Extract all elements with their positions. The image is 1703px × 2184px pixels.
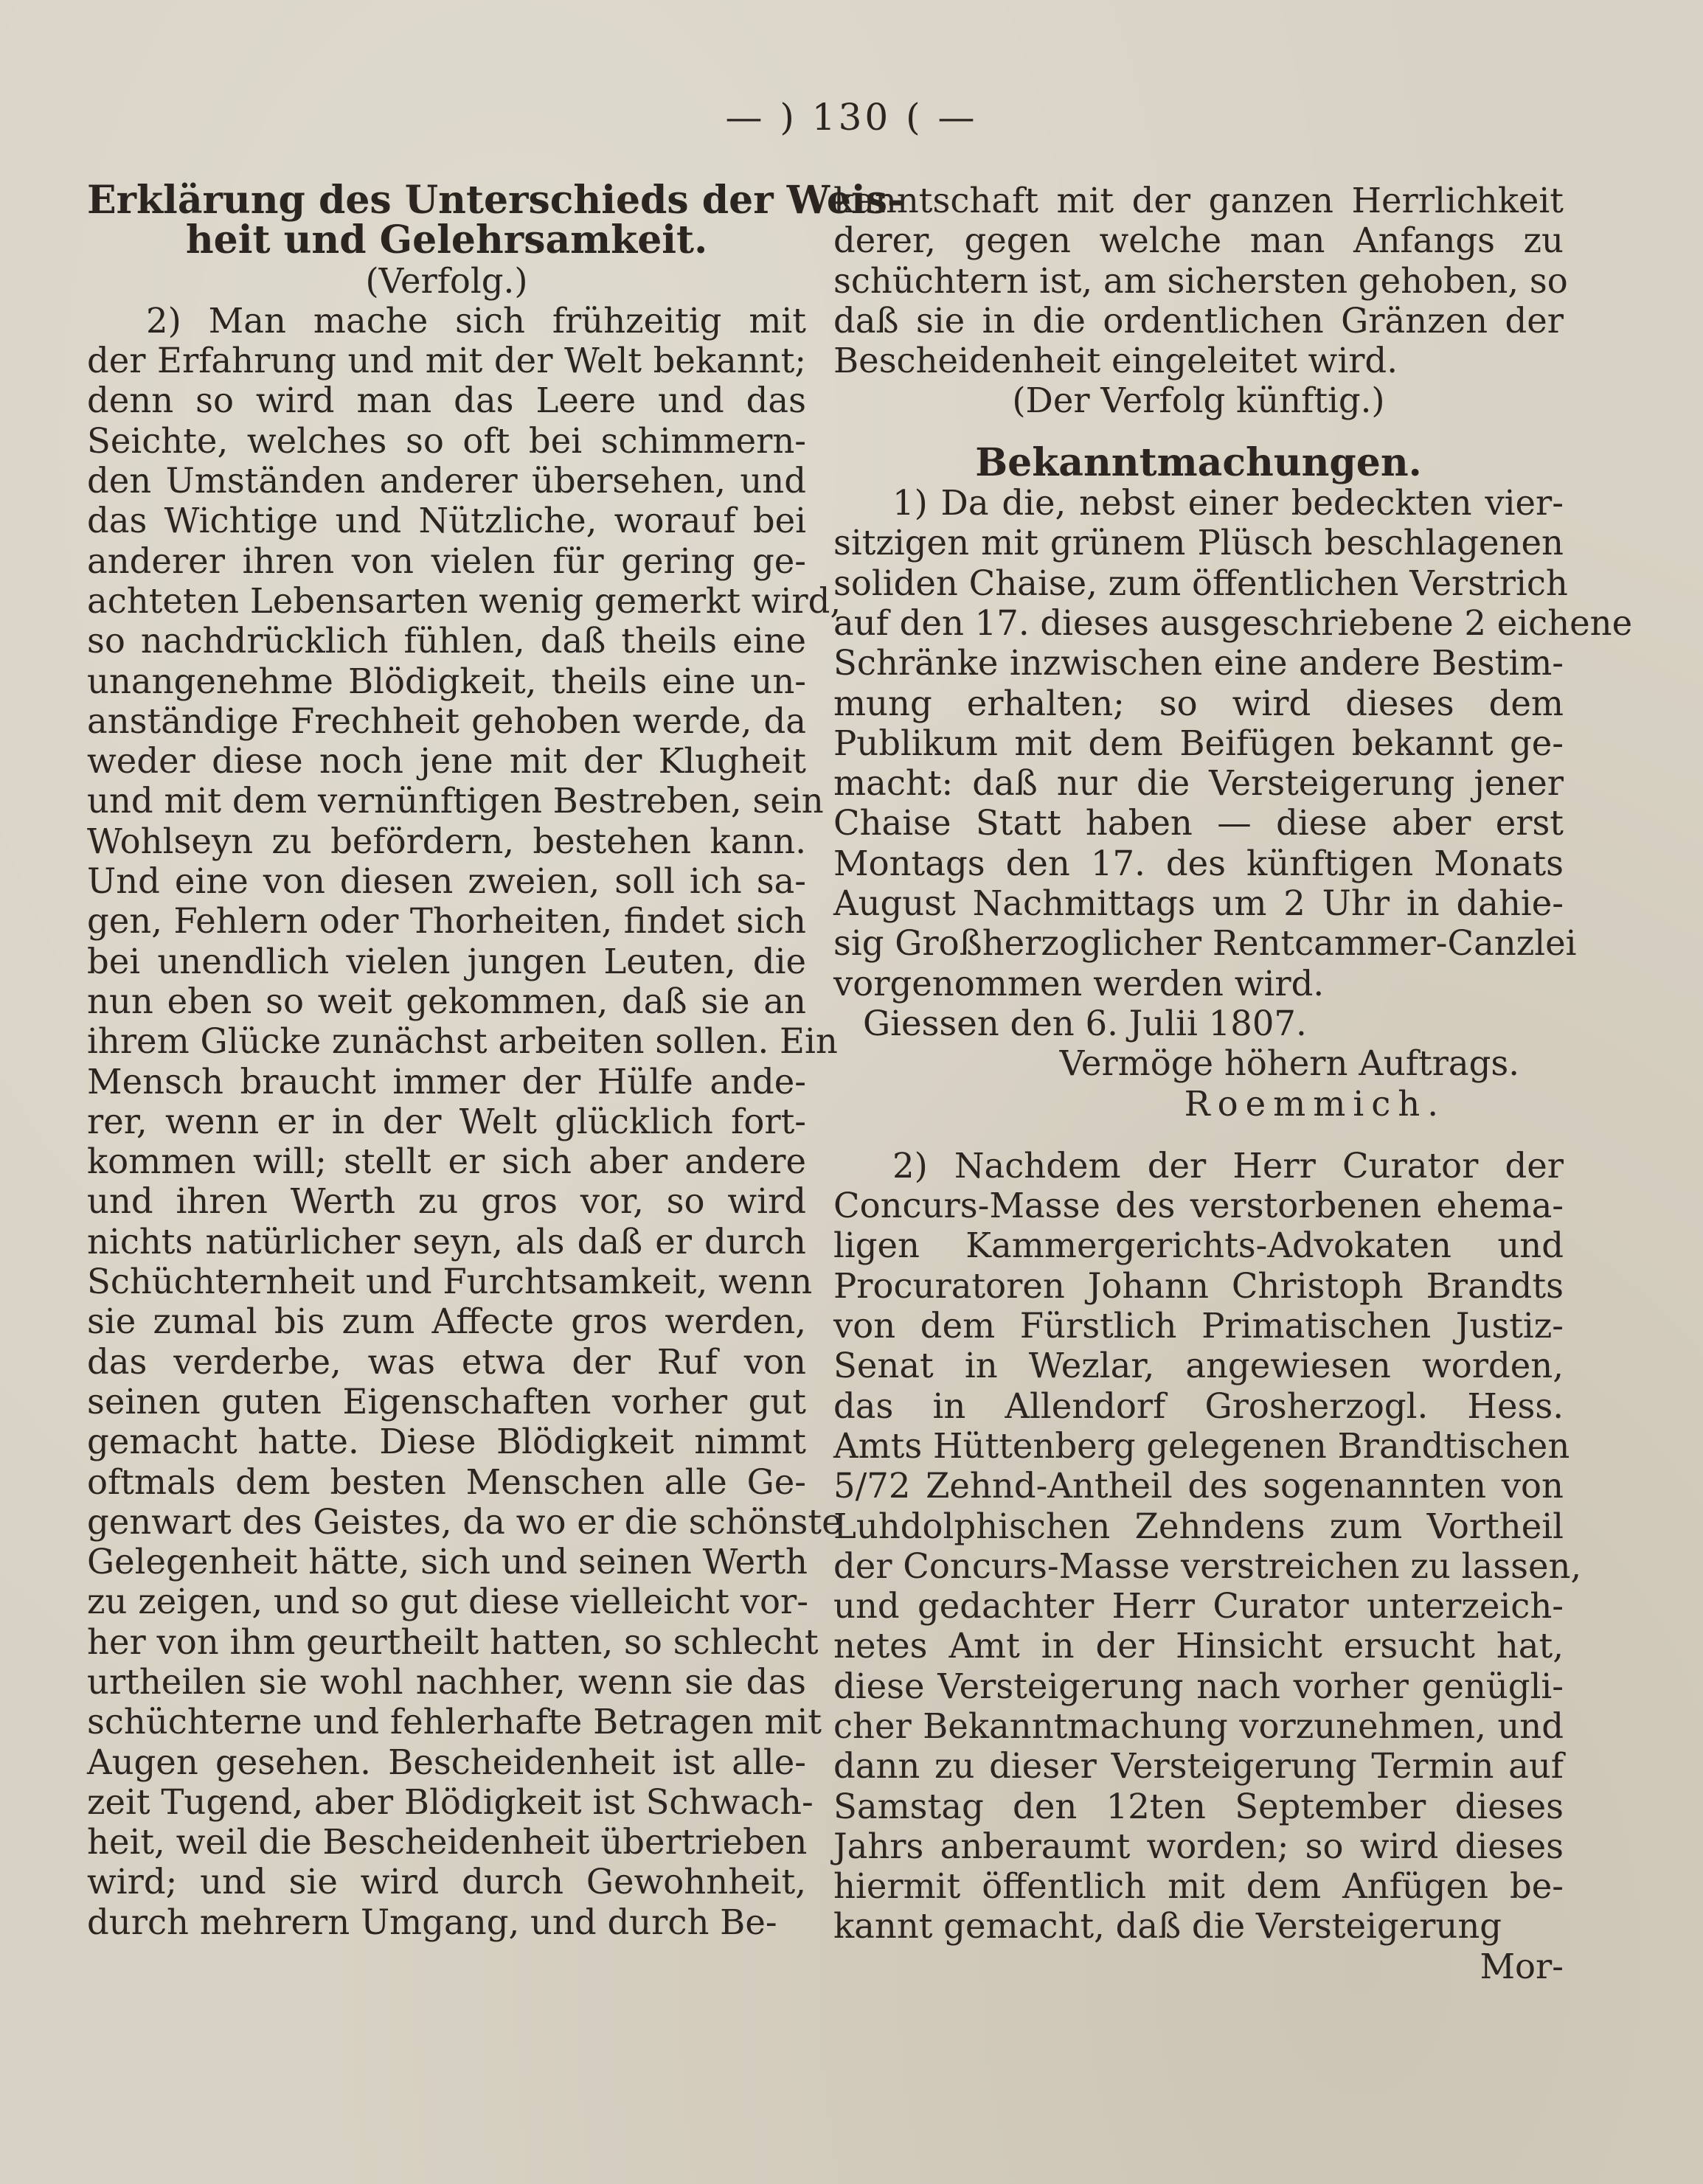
notice-1-authority: Vermöge höhern Auftrags.: [1059, 1043, 1519, 1084]
notice-2-line: 5/72 Zehnd-Antheil des sogenannten von: [833, 1466, 1564, 1506]
article-body-line: wird; und sie wird durch Gewohnheit,: [87, 1862, 806, 1902]
article-body-line: nun eben so weit gekommen, daß sie an: [87, 981, 806, 1021]
notice-2-line: Samstag den 12ten September dieses: [833, 1786, 1564, 1826]
continuation-note: (Der Verfolg künftig.): [1012, 380, 1385, 421]
notice-2-line: das in Allendorf Grosherzogl. Hess.: [833, 1385, 1564, 1426]
article-body-line: 2) Man mache sich frühzeitig mit: [146, 300, 806, 341]
notice-1-line: mung erhalten; so wird dieses dem: [833, 683, 1564, 723]
notice-2-line: der Concurs-Masse verstreichen zu lassen,: [833, 1545, 1582, 1586]
article-body-line: zeit Tugend, aber Blödigkeit ist Schwach-: [87, 1781, 814, 1822]
notice-2-line: Concurs-Masse des verstorbenen ehema-: [833, 1186, 1564, 1226]
article-body-line: Seichte, welches so oft bei schimmern-: [87, 420, 806, 461]
article-body-line: das Wichtige und Nützliche, worauf bei: [87, 501, 806, 541]
notice-2-line: und gedachter Herr Curator unterzeich-: [833, 1586, 1564, 1627]
notice-2-line: cher Bekanntmachung vorzunehmen, und: [833, 1705, 1564, 1746]
article-body-line: nichts natürlicher seyn, als daß er durch: [87, 1221, 806, 1262]
article-body-line: her von ihm geurtheilt hatten, so schlecht: [87, 1621, 819, 1662]
notice-1-line: Chaise Statt haben — diese aber erst: [833, 803, 1564, 844]
article-title-line-2: heit und Gelehrsamkeit.: [185, 218, 708, 263]
notice-2-line: netes Amt in der Hinsicht ersucht hat,: [833, 1626, 1564, 1666]
article-body-line: der Erfahrung und mit der Welt bekannt;: [87, 341, 806, 381]
notice-1-line: sig Großherzoglicher Rentcammer-Canzlei: [833, 923, 1577, 964]
notice-1-body: [833, 483, 1633, 1004]
notice-1-line: August Nachmittags um 2 Uhr in dahie-: [833, 883, 1564, 924]
notice-2-line: diese Versteigerung nach vorher genügli-: [833, 1666, 1564, 1706]
notice-1-line: sitzigen mit grünem Plüsch beschlagenen: [833, 523, 1564, 563]
notice-1-line: soliden Chaise, zum öffentlichen Verstrich: [833, 563, 1568, 603]
article-body-line: Wohlseyn zu befördern, bestehen kann.: [87, 821, 806, 861]
article-body: [87, 300, 842, 1942]
article-continuation-line: Bescheidenheit eingeleitet wird.: [833, 341, 1398, 381]
article-subtitle: (Verfolg.): [365, 260, 528, 301]
notice-1-line: 1) Da die, nebst einer bedeckten vier-: [892, 483, 1564, 524]
notice-1-signature: Roemmich.: [1184, 1083, 1446, 1124]
article-continuation-line: schüchtern ist, am sichersten gehoben, so: [833, 260, 1568, 301]
article-body-line: weder diese noch jene mit der Klugheit: [87, 741, 806, 782]
article-body-line: durch mehrern Umgang, und durch Be-: [87, 1902, 777, 1942]
notice-1-line: Schränke inzwischen eine andere Bestim-: [833, 643, 1564, 684]
article-body-line: genwart des Geistes, da wo er die schönste: [87, 1501, 842, 1542]
notice-2-line: ligen Kammergerichts-Advokaten und: [833, 1225, 1564, 1266]
catchword: Mor-: [1480, 1946, 1564, 1986]
notice-2-line: Amts Hüttenberg gelegenen Brandtischen: [833, 1425, 1570, 1466]
article-body-line: anständige Frechheit gehoben werde, da: [87, 700, 806, 741]
article-body-line: Gelegenheit hätte, sich und seinen Werth: [87, 1542, 808, 1582]
article-continuation-line: daß sie in die ordentlichen Gränzen der: [833, 300, 1564, 341]
article-title-line-1: Erklärung des Unterschieds der Weis-: [87, 178, 903, 223]
article-body-line: seinen guten Eigenschaften vorher gut: [87, 1381, 806, 1422]
left-column: [87, 178, 903, 1942]
notice-2-line: Senat in Wezlar, angewiesen worden,: [833, 1346, 1564, 1386]
article-body-line: den Umständen anderer übersehen, und: [87, 461, 806, 501]
notice-1-line: Montags den 17. des künftigen Monats: [833, 843, 1564, 883]
page-number-header: — ) 130 ( —: [725, 96, 978, 139]
notice-1-line: Publikum mit dem Beifügen bekannt ge-: [833, 723, 1564, 763]
article-body-line: kommen will; stellt er sich aber andere: [87, 1141, 806, 1182]
article-body-line: Schüchternheit und Furchtsamkeit, wenn: [87, 1262, 813, 1302]
notice-2-line: Luhdolphischen Zehndens zum Vortheil: [833, 1506, 1564, 1546]
article-body-line: so nachdrücklich fühlen, daß theils eine: [87, 621, 806, 661]
article-body-line: zu zeigen, und so gut diese vielleicht vor-: [87, 1582, 808, 1622]
notice-2-line: Procuratoren Johann Christoph Brandts: [833, 1265, 1564, 1306]
section-title: Bekanntmachungen.: [975, 439, 1422, 485]
notice-1-line: auf den 17. dieses ausgeschriebene 2 eichene: [833, 602, 1633, 643]
notice-1-line: vorgenommen werden wird.: [833, 963, 1325, 1004]
article-body-line: Augen gesehen. Bescheidenheit ist alle-: [87, 1742, 806, 1782]
notice-2-line: 2) Nachdem der Herr Curator der: [892, 1145, 1564, 1186]
article-body-line: Und eine von diesen zweien, soll ich sa-: [87, 861, 806, 902]
article-body-line: schüchterne und fehlerhafte Betragen mit: [87, 1702, 822, 1742]
article-body-line: Mensch braucht immer der Hülfe ande-: [87, 1061, 806, 1102]
right-column: [833, 181, 1633, 1986]
notice-2-body: [833, 1145, 1582, 1947]
article-body-line: bei unendlich vielen jungen Leuten, die: [87, 941, 806, 981]
article-continuation-line: kanntschaft mit der ganzen Herrlichkeit: [833, 181, 1564, 220]
notice-2-line: von dem Fürstlich Primatischen Justiz-: [833, 1306, 1564, 1346]
article-body-line: und ihren Werth zu gros vor, so wird: [87, 1181, 806, 1222]
article-body-line: und mit dem vernünftigen Bestreben, sein: [87, 781, 824, 821]
article-continuation: [833, 181, 1568, 381]
article-body-line: gemacht hatte. Diese Blödigkeit nimmt: [87, 1422, 806, 1462]
article-body-line: ihrem Glücke zunächst arbeiten sollen. Ein: [87, 1021, 838, 1062]
article-body-line: sie zumal bis zum Affecte gros werden,: [87, 1301, 806, 1342]
article-body-line: denn so wird man das Leere und das: [87, 380, 806, 421]
article-body-line: urtheilen sie wohl nachher, wenn sie das: [87, 1661, 806, 1702]
article-body-line: das verderbe, was etwa der Ruf von: [87, 1341, 806, 1382]
article-body-line: anderer ihren von vielen für gering ge-: [87, 540, 806, 581]
article-body-line: unangenehme Blödigkeit, theils eine un-: [87, 661, 806, 701]
notice-1-line: macht: daß nur die Versteigerung jener: [833, 763, 1564, 804]
notice-1-date: Giessen den 6. Julii 1807.: [863, 1003, 1307, 1043]
article-body-line: gen, Fehlern oder Thorheiten, findet sich: [87, 901, 806, 942]
article-continuation-line: derer, gegen welche man Anfangs zu: [833, 220, 1564, 261]
article-body-line: rer, wenn er in der Welt glücklich fort-: [87, 1101, 806, 1141]
article-body-line: oftmals dem besten Menschen alle Ge-: [87, 1461, 806, 1502]
notice-2-line: hiermit öffentlich mit dem Anfügen be-: [833, 1866, 1564, 1907]
notice-2-line: kannt gemacht, daß die Versteigerung: [833, 1906, 1502, 1947]
notice-2-line: dann zu dieser Versteigerung Termin auf: [833, 1746, 1564, 1787]
article-body-line: achteten Lebensarten wenig gemerkt wird,: [87, 580, 842, 621]
notice-2-line: Jahrs anberaumt worden; so wird dieses: [833, 1826, 1564, 1866]
article-body-line: heit, weil die Bescheidenheit übertrieben: [87, 1822, 808, 1863]
